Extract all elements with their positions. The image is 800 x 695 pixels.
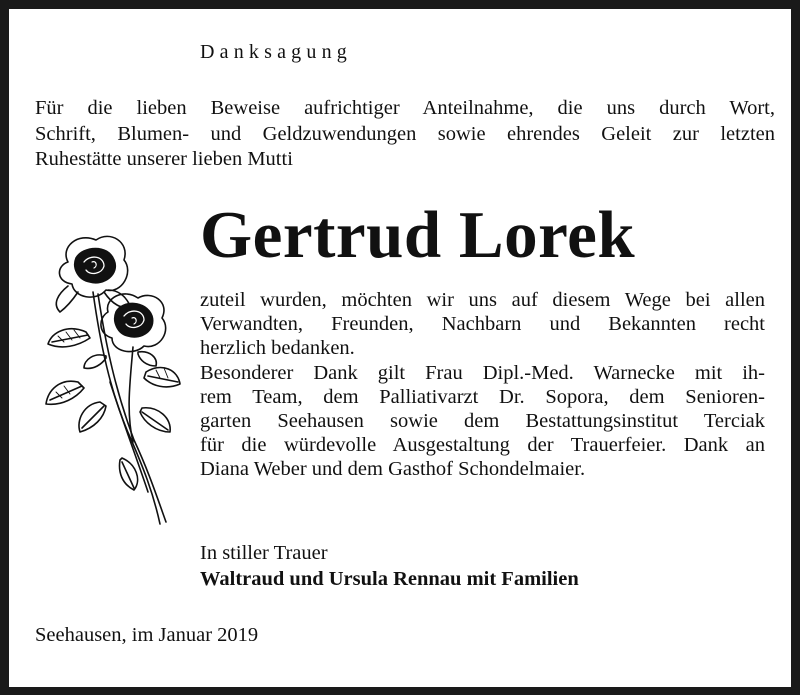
intro-line: Für die lieben Beweise aufrichtiger Anteilnahme, die uns durch Wort, [35,97,775,119]
place-date: Seehausen, im Januar 2019 [35,624,259,646]
body-line: garten Seehausen sowie dem Bestattungsinstitut Terciak [200,410,765,433]
closing-phrase: In stiller Trauer [200,542,328,564]
body-line: Diana Weber und dem Gasthof Schondelmaier. [200,458,586,481]
intro-line: Schrift, Blumen- und Geldzuwendungen sowie ehrendes Geleit zur letzten [35,122,775,145]
intro-paragraph [35,96,775,173]
body-paragraph [200,288,765,482]
body-line: rem Team, dem Palliativarzt Dr. Sopora, dem Senioren- [200,385,765,408]
intro-line: Ruhestätte unserer lieben Mutti [35,148,293,170]
signatories: Waltraud und Ursula Rennau mit Familien [200,568,579,590]
body-line: Verwandten, Freunden, Nachbarn und Bekannten recht [200,313,765,336]
notice-heading: Danksagung [200,41,352,63]
roses-icon [38,232,183,532]
body-line: zuteil wurden, möchten wir uns auf diesem Wege bei allen [200,289,765,311]
body-line: für die würdevolle Ausgestaltung der Trauerfeier. Dank an [200,434,765,457]
deceased-name: Gertrud Lorek [200,198,636,272]
body-line: Besonderer Dank gilt Frau Dipl.-Med. Warnecke mit ih- [200,361,765,384]
body-line: herzlich bedanken. [200,337,355,360]
